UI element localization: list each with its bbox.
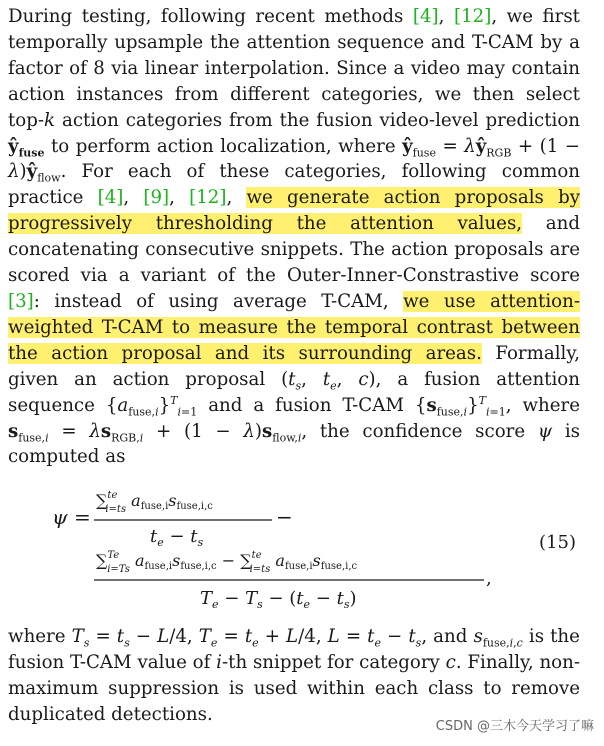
equation-15 <box>0 480 604 616</box>
highlight-2: we use attention-weighted T-CAM to measure the temporal contrast between the action proposal and its surrounding areas. <box>8 290 580 364</box>
tcam-sequence: $\{s_{fuse,i}\}^T_{i=1}$ <box>414 393 506 419</box>
psi-symbol: ψ <box>52 505 68 529</box>
citation-3[interactable]: [3] <box>8 290 34 312</box>
equals-sign: = <box>74 505 91 529</box>
citation-12[interactable]: [12] <box>453 6 492 27</box>
attention-sequence: $\{a_{fuse,i}\}^T_{i=1}$ <box>105 393 198 419</box>
numerator-1: ∑$^{te}$ i=ts afuse,isfuse,i,c <box>96 490 213 515</box>
numerator-2: ∑$^{Te}$ i=Ts afuse,isfuse,i,c − ∑$^{te}$ i=ts afuse,isfuse,i,c <box>96 550 358 575</box>
citation-4b[interactable]: [4] <box>97 187 124 209</box>
L-definition: $L = t_e - t_s$ <box>327 626 422 650</box>
denominator-2: $T_e - T_s - (t_e - t_s)$ <box>200 588 357 611</box>
minus-sign: − <box>276 505 293 529</box>
s-definition: $s_{fuse,i} = \lambda s_{RGB,i} + (1 - \lambda)s_{flow,i}$ <box>8 420 302 445</box>
paragraph-2: where $T_s = t_s - L/4$, $T_e = t_e + L/4$, $L = t_e - t_s$, and $s_{fuse,i,c}$ is the fusion T-CAM value of i-th snippet for category c. Finally, non-maximum suppression is used within each class to remove duplicated detections. <box>8 626 580 725</box>
citation-4[interactable]: [4] <box>412 6 439 27</box>
denominator-1: $t_e - t_s$ <box>150 526 204 549</box>
citation-12b[interactable]: [12] <box>189 187 227 209</box>
y-fuse: $ŷ_{fuse}$ <box>8 135 45 160</box>
equation-comma: , <box>486 568 492 589</box>
citation-9[interactable]: [9] <box>143 187 170 209</box>
highlight-1: we generate action proposals by progressively thresholding the attention values, <box>8 187 580 235</box>
paragraph-1: During testing, following recent methods [4], [12], we first temporally upsample the attention sequence and T-CAM by a factor of 8 via linear interpolation. Since a video may contain action instances from different categories, we then select top-k action categories from the fusion video-level prediction $ŷ_{fuse}$ to perform action localization, where $ŷ_{fuse}$ = $\lambda ŷ_{RGB} + (1$ − $\lambda)ŷ_{flow}$. For each of these categories, following common practice [4], [9], [12], we generate action proposals by progressively thresholding the attention values, and concatenating consecutive snippets. The action proposals are scored via a variant of the Outer-Inner-Constrastive score [3]: instead of using average T-CAM, we use attention-weighted T-CAM to measure the temporal contrast between the action proposal and its surrounding areas. Formally, given an action proposal ($t_s$, $t_e$, c), a fusion attention sequence $\{a_{fuse,i}\}^T_{i=1}$ and a fusion T-CAM $\{s_{fuse,i}\}^T_{i=1}$, where $s_{fuse,i} = \lambda s_{RGB,i} + (1 - \lambda)s_{flow,i}$, the confidence score ψ is computed as <box>8 6 580 468</box>
Te-definition: $T_e = t_e + L/4$ <box>198 626 316 650</box>
equation-number: (15) <box>539 532 576 553</box>
equation-graphic <box>0 480 604 616</box>
s-fuse-ic: $s_{fuse,i,c}$ <box>473 626 523 650</box>
Ts-definition: $T_s = t_s - L/4$ <box>71 626 187 650</box>
inline-equation-yfuse: $ŷ_{fuse}$ = $\lambda ŷ_{RGB} + (1$ − $\lambda)ŷ_{flow}$ <box>8 135 580 186</box>
proposal-tuple: ($t_s$, $t_e$, c) <box>281 368 376 393</box>
watermark: CSDN @三木今天学习了嘛 <box>435 719 594 734</box>
